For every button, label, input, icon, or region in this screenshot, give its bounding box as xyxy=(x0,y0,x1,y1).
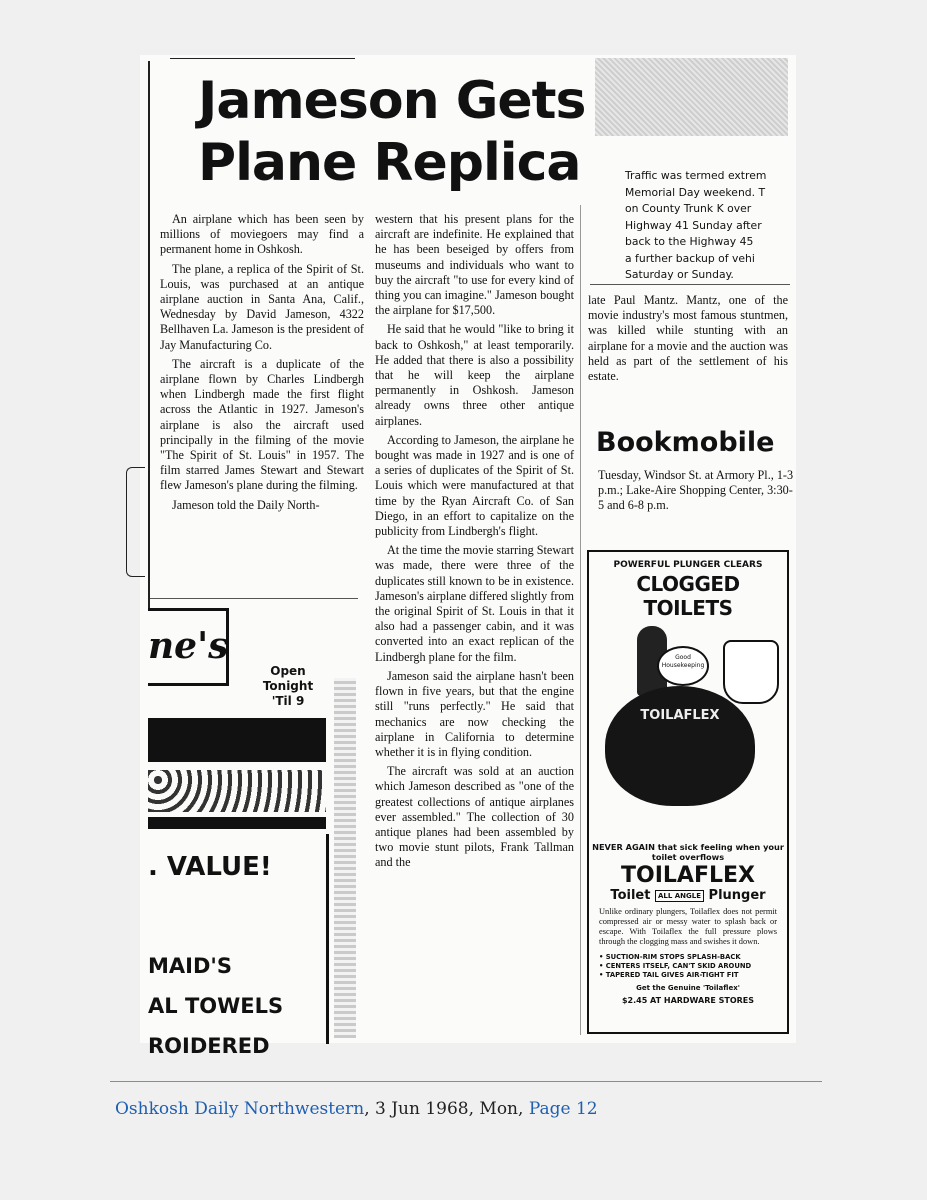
article-paragraph: The plane, a replica of the Spirit of St. Louis, was purchased at an antique airplane auction in Santa Ana, Calif., Wednesday by David Jameson, 4322 Bellhaven La. Jameson is the president of Jay Manufacturing Co. xyxy=(160,261,364,352)
section-rule xyxy=(590,284,790,285)
torn-edge-texture xyxy=(334,678,356,1038)
bookmobile-schedule: Tuesday, Windsor St. at Armory Pl., 1-3 p.m.; Lake-Aire Shopping Center, 3:30-5 and 6-8 p.m. xyxy=(598,468,794,512)
article-paragraph: An airplane which has been seen by millions of moviegoers may find a permanent home in Oshkosh. xyxy=(160,212,364,257)
ad-description: Unlike ordinary plungers, Toilaflex does not permit compressed air or messy water to splash back or escape. With Toilaflex the full pressure plows through the clogging mass and swishes it down. xyxy=(599,907,777,946)
article-paragraph: The aircraft was sold at an auction which Jameson described as "one of the greatest collections of antique airplanes ever assembled." The collection of 30 antique planes had been assembled by two movie stunt pilots, Frank Tallman and the xyxy=(375,764,574,870)
traffic-snippet: Traffic was termed extrem Memorial Day weekend. T on County Trunk K over Highway 41 Sunday after back to the Highway 45 a further backup of vehi Saturday or Sunday. xyxy=(625,169,767,281)
ad-genuine: Get the Genuine 'Toilaflex' xyxy=(636,984,740,992)
ad-product-right: Plunger xyxy=(708,888,766,903)
article-headline: Jameson Gets Plane Replica xyxy=(198,71,586,193)
newspaper-clipping xyxy=(140,55,796,1058)
article-column-3 xyxy=(588,293,788,388)
store-floral-pattern xyxy=(148,770,326,812)
article-column-2 xyxy=(375,212,574,875)
housekeeping-seal-icon: Good Housekeeping xyxy=(657,646,709,686)
store-black-band xyxy=(148,718,326,762)
article-paragraph: He said that he would "like to bring it back to Oshkosh," at least temporarily. He added that there is also a possibility that he will keep the airplane permanently in Oshkosh. Jameson already owns three other antique airplanes. xyxy=(375,322,574,428)
footer-rule xyxy=(110,1081,822,1082)
ad-product-badge: ALL ANGLE xyxy=(655,890,704,902)
article-paragraph: late Paul Mantz. Mantz, one of the movie industry's most famous stuntmen, was killed while stunting with an airplane for a movie and the auction was held as part of the settlement of his estate. xyxy=(588,293,788,384)
toilaflex-advertisement xyxy=(587,550,789,1034)
article-paragraph: At the time the movie starring Stewart was made, there were three of the duplicates still known to be in existence. Jameson's airplane differed slightly from the original Spirit of St. Louis in that it also had a passenger cabin, and it was converted into an exact replican of the Lindbergh plane for the film. xyxy=(375,543,574,664)
citation-footer xyxy=(115,1099,598,1119)
ad-tagline: NEVER AGAIN that sick feeling when your toilet overflows xyxy=(592,842,784,862)
store-black-band-2 xyxy=(148,817,326,829)
ad-brand: TOILAFLEX xyxy=(621,863,755,888)
hand-drawn-bracket xyxy=(126,467,145,577)
store-offer-box xyxy=(148,834,329,1058)
illegible-printed-area xyxy=(595,58,788,136)
citation-date: , 3 Jun 1968, Mon, xyxy=(364,1099,529,1119)
article-end-rule xyxy=(150,598,358,599)
article-paragraph: Jameson told the Daily North- xyxy=(172,497,320,512)
toilet-icon xyxy=(723,640,779,704)
plunger-illustration xyxy=(595,626,781,836)
store-logo: ne's xyxy=(148,608,229,686)
article-column-1 xyxy=(160,212,364,517)
ad-bullets xyxy=(599,953,777,980)
store-advertisement xyxy=(148,608,356,1058)
store-offer-line: AL TOWELS xyxy=(148,994,284,1018)
store-offer-lines xyxy=(148,946,283,1066)
store-hours: Open Tonight 'Til 9 xyxy=(262,664,314,708)
article-paragraph: According to Jameson, the airplane he bought was made in 1927 and is one of a series of duplicates of the Spirit of St. Louis which were manufactured at that time by the Ryan Aircraft Co. of San Diego, in an effort to capitalize on the publicity from Lindbergh's flight. xyxy=(375,432,574,539)
store-value: . VALUE! xyxy=(148,852,272,882)
page-link[interactable]: Page 12 xyxy=(528,1099,598,1119)
store-offer-line: MAID'S xyxy=(148,954,232,978)
store-offer-line: ROIDERED xyxy=(148,1034,270,1058)
article-paragraph: The aircraft is a duplicate of the airplane flown by Charles Lindbergh when Lindbergh made the first flight across the Atlantic in 1927. Jameson's airplane is also the aircraft used principally in the filming of the movie "The Spirit of St. Louis" in 1957. The film starred James Stewart and Stewart flew Jameson's plane during the filming. xyxy=(160,356,364,493)
ad-bullet: • CENTERS ITSELF, CAN'T SKID AROUND xyxy=(599,962,752,970)
ad-product-left: Toilet xyxy=(610,888,651,903)
column-divider xyxy=(580,205,581,1035)
plunger-cup-shape: TOILAFLEX xyxy=(605,686,755,806)
ad-kicker: POWERFUL PLUNGER CLEARS xyxy=(613,560,763,570)
publication-link[interactable]: Oshkosh Daily Northwestern xyxy=(115,1099,365,1119)
left-border-rule xyxy=(148,61,150,621)
top-rule xyxy=(170,58,355,59)
ad-title: CLOGGED TOILETS xyxy=(636,572,740,620)
article-paragraph: Jameson said the airplane hasn't been flown in five years, but that the engine still "runs perfectly." He said that mechanics are now checking the airplane in California to determine whether it is in flying condition. xyxy=(375,668,574,759)
ad-bullet: • SUCTION-RIM STOPS SPLASH-BACK xyxy=(599,953,741,961)
ad-product-line xyxy=(589,888,787,903)
ad-price: $2.45 AT HARDWARE STORES xyxy=(621,996,755,1005)
article-paragraph: western that his present plans for the aircraft are indefinite. He explained that he has been beseiged by offers from museums and individuals who want to buy the aircraft "to use for every kind of thing you can imagine." Jameson bought the airplane for $17,500. xyxy=(375,212,574,318)
bookmobile-heading: Bookmobile xyxy=(596,427,775,458)
ad-bullet: • TAPERED TAIL GIVES AIR-TIGHT FIT xyxy=(599,971,739,979)
